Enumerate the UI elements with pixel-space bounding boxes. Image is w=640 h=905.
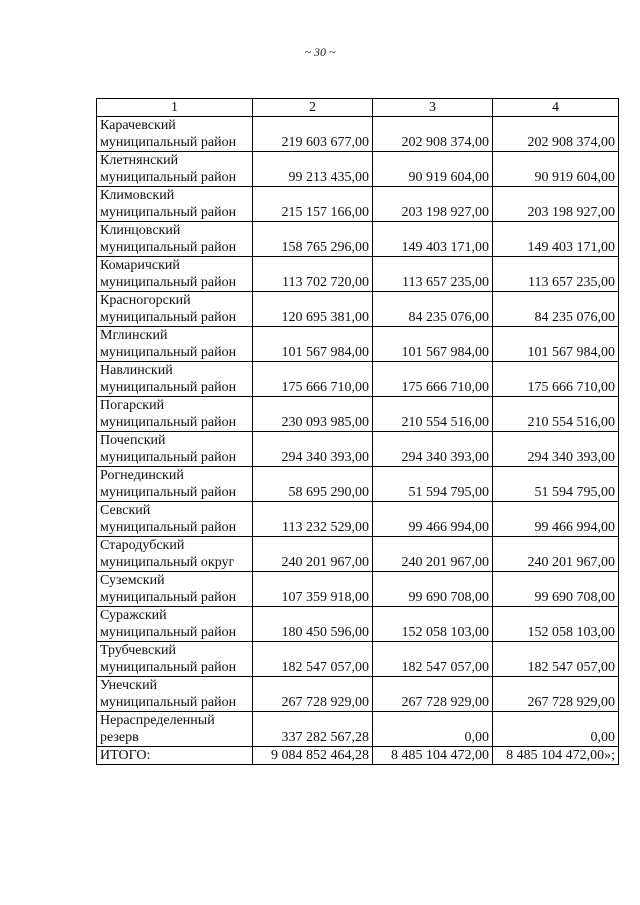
amount-col3: 203 198 927,00	[373, 187, 493, 222]
table-row	[97, 257, 619, 292]
district-type: резерв	[100, 730, 139, 745]
district-name: Рогнединский	[100, 468, 184, 483]
amount-col4: 182 547 057,00	[493, 642, 619, 677]
amount-col2: 240 201 967,00	[253, 537, 373, 572]
district-type: муниципальный район	[100, 485, 237, 500]
amount-col3: 175 666 710,00	[373, 362, 493, 397]
district-type: муниципальный район	[100, 590, 237, 605]
amount-col4: 99 466 994,00	[493, 502, 619, 537]
district-name: Суземский	[100, 573, 165, 588]
district-name: Красногорский	[100, 293, 191, 308]
district-name: Трубчевский	[100, 643, 177, 658]
amount-col2: 182 547 057,00	[253, 642, 373, 677]
district-type: муниципальный район	[100, 170, 237, 185]
district-type: муниципальный район	[100, 660, 237, 675]
amount-col4: 99 690 708,00	[493, 572, 619, 607]
table-row	[97, 397, 619, 432]
amount-col2: 180 450 596,00	[253, 607, 373, 642]
amount-col3: 202 908 374,00	[373, 117, 493, 152]
district-name-cell	[97, 222, 253, 257]
amount-col3: 90 919 604,00	[373, 152, 493, 187]
amount-col2: 230 093 985,00	[253, 397, 373, 432]
district-type: муниципальный район	[100, 310, 237, 325]
amount-col3: 240 201 967,00	[373, 537, 493, 572]
amount-col4: 149 403 171,00	[493, 222, 619, 257]
amount-col3: 113 657 235,00	[373, 257, 493, 292]
amount-col2: 113 232 529,00	[253, 502, 373, 537]
district-type: муниципальный район	[100, 625, 237, 640]
amount-col2: 58 695 290,00	[253, 467, 373, 502]
amount-col2: 107 359 918,00	[253, 572, 373, 607]
district-name-cell	[97, 537, 253, 572]
amount-col4: 90 919 604,00	[493, 152, 619, 187]
amount-col4: 267 728 929,00	[493, 677, 619, 712]
table-row	[97, 327, 619, 362]
amount-col3: 0,00	[373, 712, 493, 747]
total-value-col4: 8 485 104 472,00»;	[493, 747, 619, 765]
header-row	[97, 99, 619, 117]
district-type: муниципальный район	[100, 415, 237, 430]
district-name: Климовский	[100, 188, 175, 203]
district-name-cell	[97, 257, 253, 292]
amount-col2: 101 567 984,00	[253, 327, 373, 362]
amount-col2: 294 340 393,00	[253, 432, 373, 467]
district-name-cell	[97, 152, 253, 187]
district-name-cell	[97, 292, 253, 327]
table-row	[97, 432, 619, 467]
district-name-cell	[97, 677, 253, 712]
amount-col4: 203 198 927,00	[493, 187, 619, 222]
district-name: Карачевский	[100, 118, 176, 133]
district-type: муниципальный район	[100, 135, 237, 150]
amount-col2: 337 282 567,28	[253, 712, 373, 747]
table-row	[97, 117, 619, 152]
district-type: муниципальный район	[100, 380, 237, 395]
column-header-4: 4	[493, 99, 619, 117]
table-row	[97, 712, 619, 747]
district-name: Клетнянский	[100, 153, 179, 168]
amount-col3: 51 594 795,00	[373, 467, 493, 502]
district-name: Навлинский	[100, 363, 173, 378]
district-name-cell	[97, 397, 253, 432]
total-row	[97, 747, 619, 765]
table-row	[97, 187, 619, 222]
amount-col4: 152 058 103,00	[493, 607, 619, 642]
district-name-cell	[97, 432, 253, 467]
amount-col3: 101 567 984,00	[373, 327, 493, 362]
total-value-col2: 9 084 852 464,28	[253, 747, 373, 765]
amount-col3: 267 728 929,00	[373, 677, 493, 712]
district-name: Суражский	[100, 608, 167, 623]
amount-col3: 294 340 393,00	[373, 432, 493, 467]
district-type: муниципальный район	[100, 450, 237, 465]
district-name-cell	[97, 642, 253, 677]
table-row	[97, 467, 619, 502]
amount-col3: 99 690 708,00	[373, 572, 493, 607]
district-name-cell	[97, 187, 253, 222]
amount-col4: 294 340 393,00	[493, 432, 619, 467]
district-name-cell	[97, 362, 253, 397]
table-row	[97, 292, 619, 327]
district-name-cell	[97, 502, 253, 537]
district-name-cell	[97, 607, 253, 642]
district-name-cell	[97, 467, 253, 502]
district-name-cell	[97, 712, 253, 747]
amount-col3: 182 547 057,00	[373, 642, 493, 677]
district-type: муниципальный район	[100, 520, 237, 535]
table-row	[97, 362, 619, 397]
total-label: ИТОГО:	[97, 747, 253, 765]
table-row	[97, 642, 619, 677]
amount-col2: 219 603 677,00	[253, 117, 373, 152]
budget-allocation-table	[96, 98, 619, 765]
amount-col3: 152 058 103,00	[373, 607, 493, 642]
amount-col2: 99 213 435,00	[253, 152, 373, 187]
amount-col4: 240 201 967,00	[493, 537, 619, 572]
table-row	[97, 607, 619, 642]
amount-col4: 101 567 984,00	[493, 327, 619, 362]
amount-col3: 84 235 076,00	[373, 292, 493, 327]
district-type: муниципальный район	[100, 205, 237, 220]
district-name: Унечский	[100, 678, 158, 693]
district-type: муниципальный район	[100, 240, 237, 255]
table-row	[97, 152, 619, 187]
amount-col4: 210 554 516,00	[493, 397, 619, 432]
district-name: Клинцовский	[100, 223, 181, 238]
column-header-2: 2	[253, 99, 373, 117]
amount-col4: 202 908 374,00	[493, 117, 619, 152]
district-name: Комаричский	[100, 258, 180, 273]
district-type: муниципальный район	[100, 275, 237, 290]
district-name: Погарский	[100, 398, 165, 413]
table-row	[97, 572, 619, 607]
amount-col3: 149 403 171,00	[373, 222, 493, 257]
district-name: Стародубский	[100, 538, 185, 553]
amount-col4: 113 657 235,00	[493, 257, 619, 292]
table-row	[97, 502, 619, 537]
amount-col4: 51 594 795,00	[493, 467, 619, 502]
amount-col2: 158 765 296,00	[253, 222, 373, 257]
district-name: Нераспределенный	[100, 713, 215, 728]
total-value-col3: 8 485 104 472,00	[373, 747, 493, 765]
amount-col2: 215 157 166,00	[253, 187, 373, 222]
column-header-3: 3	[373, 99, 493, 117]
district-type: муниципальный район	[100, 345, 237, 360]
amount-col4: 175 666 710,00	[493, 362, 619, 397]
amount-col4: 0,00	[493, 712, 619, 747]
table-row	[97, 537, 619, 572]
district-type: муниципальный округ	[100, 555, 235, 570]
district-name: Мглинский	[100, 328, 168, 343]
district-name-cell	[97, 327, 253, 362]
district-name-cell	[97, 117, 253, 152]
district-name-cell	[97, 572, 253, 607]
district-name: Севский	[100, 503, 151, 518]
district-type: муниципальный район	[100, 695, 237, 710]
page-number: ~ 30 ~	[304, 45, 336, 59]
amount-col2: 175 666 710,00	[253, 362, 373, 397]
district-name: Почепский	[100, 433, 166, 448]
amount-col2: 267 728 929,00	[253, 677, 373, 712]
amount-col3: 99 466 994,00	[373, 502, 493, 537]
table-row	[97, 222, 619, 257]
amount-col4: 84 235 076,00	[493, 292, 619, 327]
amount-col2: 113 702 720,00	[253, 257, 373, 292]
amount-col2: 120 695 381,00	[253, 292, 373, 327]
column-header-1: 1	[97, 99, 253, 117]
table-row	[97, 677, 619, 712]
amount-col3: 210 554 516,00	[373, 397, 493, 432]
